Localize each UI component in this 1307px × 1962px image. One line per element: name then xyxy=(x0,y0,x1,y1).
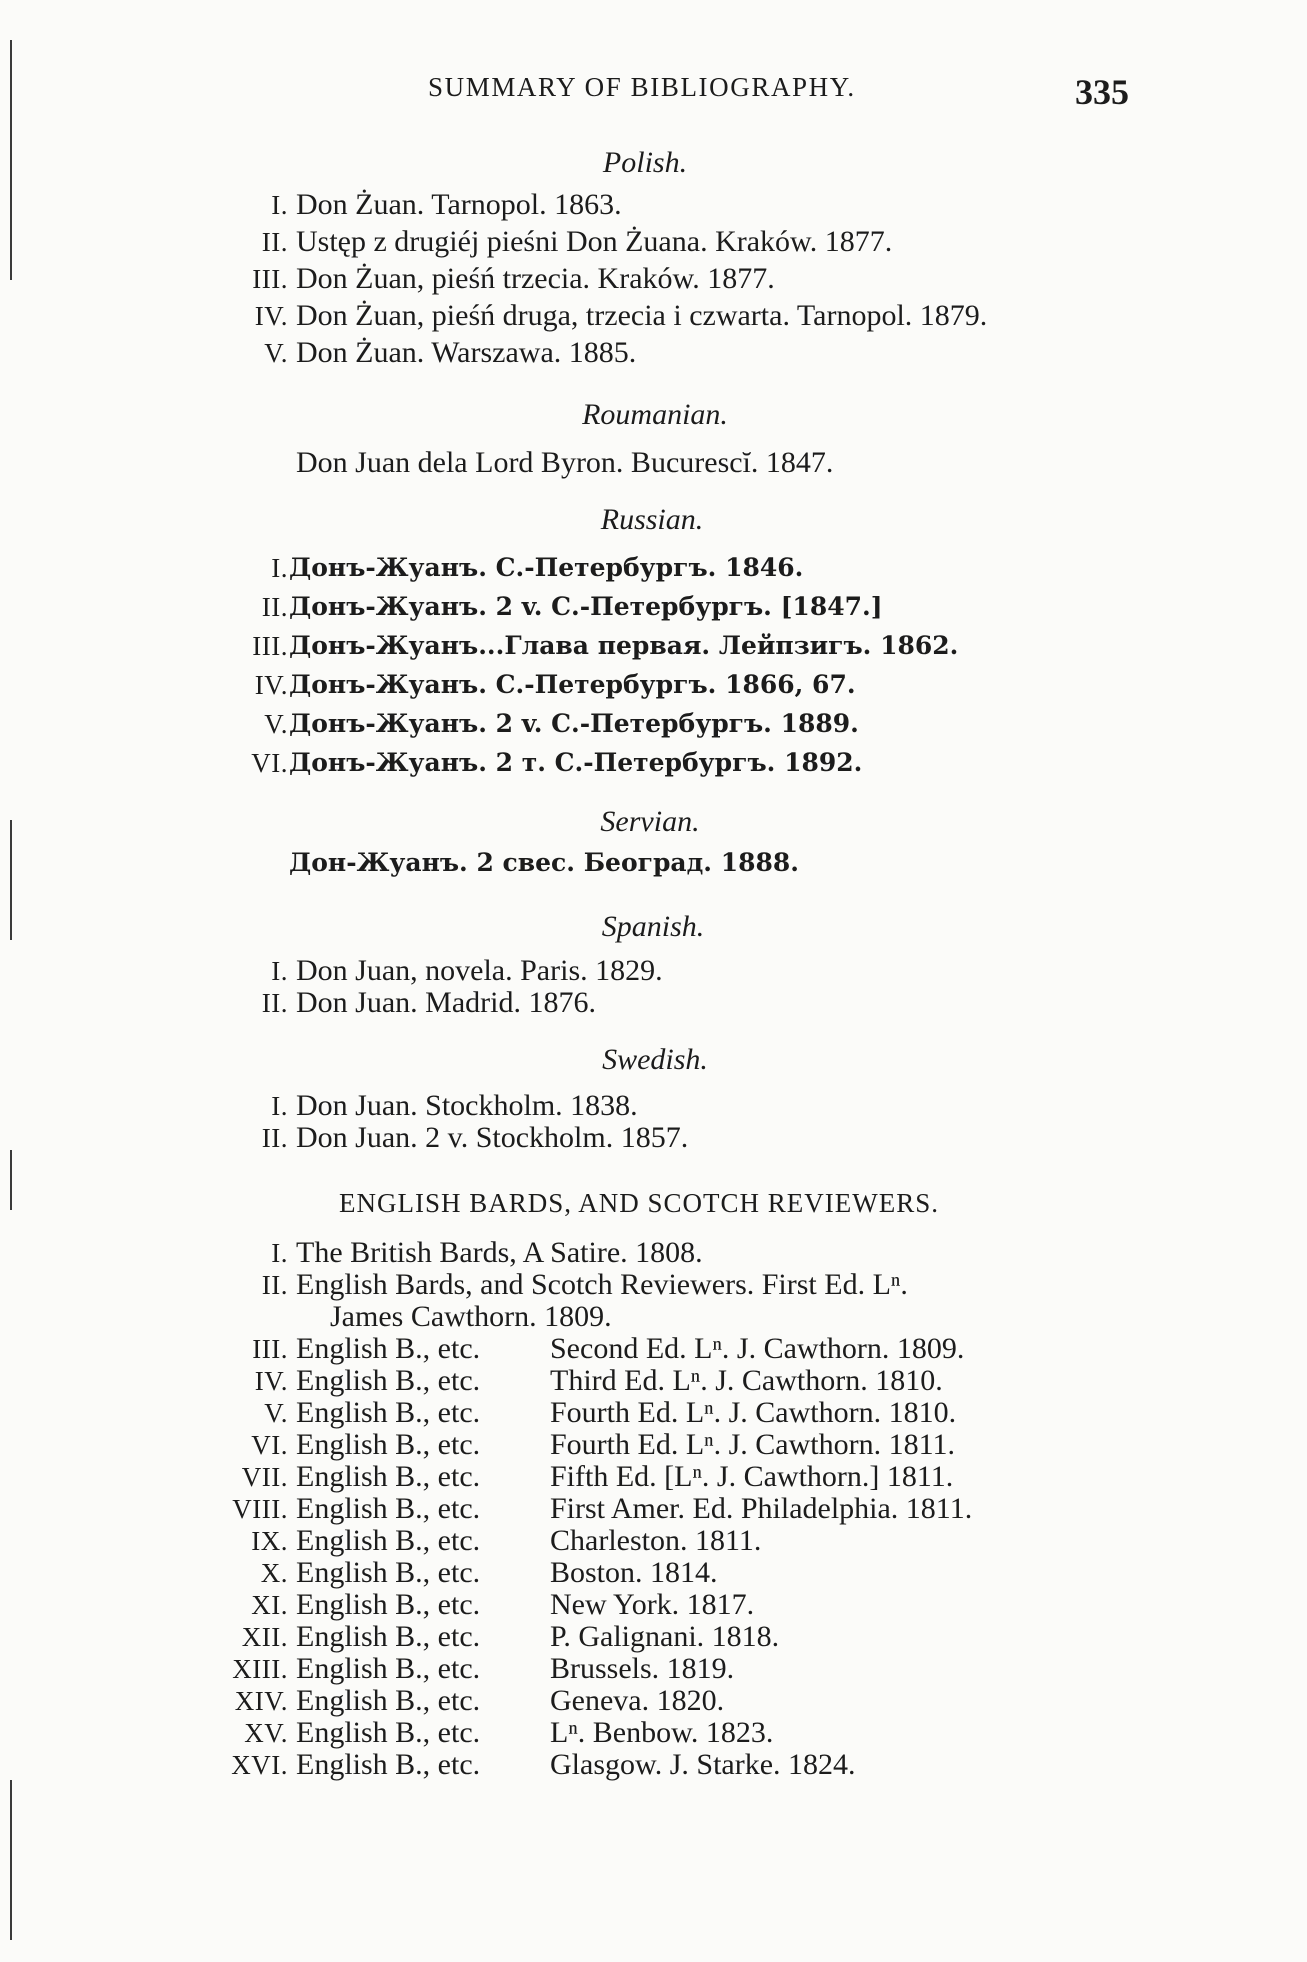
entry-number: III. xyxy=(252,631,288,661)
entry-text: Ustęp z drugiéj pieśni Don Żuana. Kraków. 1877. xyxy=(296,225,893,258)
entry-detail: Brussels. 1819. xyxy=(550,1652,735,1685)
entry-number: VI. xyxy=(251,748,288,778)
entry-detail: Boston. 1814. xyxy=(550,1556,718,1589)
entry-number: X. xyxy=(260,1558,288,1588)
entry-detail: Fourth Ed. Lⁿ. J. Cawthorn. 1811. xyxy=(550,1428,955,1461)
entry-title: English B., etc. xyxy=(296,1684,481,1717)
entry-number: I. xyxy=(271,956,288,986)
entry-text: Дон-Жуанъ. 2 свес. Београд. 1888. xyxy=(289,848,799,877)
entry-number: XV. xyxy=(244,1718,288,1748)
entry-text: Донъ-Жуанъ. С.-Петербургъ. 1866, 67. xyxy=(289,670,856,699)
entry-number: VIII. xyxy=(232,1494,288,1524)
entry-number: V. xyxy=(264,338,288,368)
entry-title: English B., etc. xyxy=(296,1524,481,1557)
entry-title: English B., etc. xyxy=(296,1588,481,1621)
section-heading-roumanian: Roumanian. xyxy=(582,398,728,431)
section-heading-servian: Servian. xyxy=(600,805,700,838)
entry-detail: Charleston. 1811. xyxy=(550,1524,762,1557)
scan-edge-line xyxy=(10,1150,12,1210)
section-heading-english-bards: ENGLISH BARDS, AND SCOTCH REVIEWERS. xyxy=(339,1188,940,1218)
entry-detail: Third Ed. Lⁿ. J. Cawthorn. 1810. xyxy=(550,1364,943,1397)
entry-detail: P. Galignani. 1818. xyxy=(550,1620,780,1653)
entry-detail: Fourth Ed. Lⁿ. J. Cawthorn. 1810. xyxy=(550,1396,957,1429)
entry-number: V. xyxy=(264,709,288,739)
entry-title: English B., etc. xyxy=(296,1396,481,1429)
page-number: 335 xyxy=(1075,72,1129,112)
entry-text: Don Juan dela Lord Byron. Bucurescĭ. 1847. xyxy=(296,446,834,479)
entry-number: II. xyxy=(261,592,288,622)
entry-text: Донъ-Жуанъ. 2 т. С.-Петербургъ. 1892. xyxy=(289,748,863,777)
entry-number: XIII. xyxy=(232,1654,288,1684)
entry-detail: Lⁿ. Benbow. 1823. xyxy=(550,1716,774,1749)
entry-title: English B., etc. xyxy=(296,1364,481,1397)
entry-title: English B., etc. xyxy=(296,1460,481,1493)
entry-text: Don Żuan. Warszawa. 1885. xyxy=(296,336,637,369)
section-heading-polish: Polish. xyxy=(602,146,688,179)
entry-detail: Fifth Ed. [Lⁿ. J. Cawthorn.] 1811. xyxy=(550,1460,954,1493)
entry-title: English B., etc. xyxy=(296,1556,481,1589)
entry-text: The British Bards, A Satire. 1808. xyxy=(296,1236,703,1269)
section-heading-russian: Russian. xyxy=(600,503,704,536)
entry-number: I. xyxy=(271,190,288,220)
entry-number: XI. xyxy=(251,1590,288,1620)
entry-title: English B., etc. xyxy=(296,1332,481,1365)
entry-number: I. xyxy=(271,1238,288,1268)
entry-detail: First Amer. Ed. Philadelphia. 1811. xyxy=(550,1492,973,1525)
entry-title: English B., etc. xyxy=(296,1620,481,1653)
entry-number: IV. xyxy=(254,1366,288,1396)
entry-number: II. xyxy=(261,1123,288,1153)
entry-title: English B., etc. xyxy=(296,1748,481,1781)
entry-number: V. xyxy=(264,1398,288,1428)
entry-text: Донъ-Жуанъ...Глава первая. Лейпзигъ. 1862. xyxy=(289,631,959,660)
entry-text: Don Żuan. Tarnopol. 1863. xyxy=(296,188,622,221)
entry-text: Донъ-Жуанъ. С.-Петербургъ. 1846. xyxy=(289,553,804,582)
entry-detail: Glasgow. J. Starke. 1824. xyxy=(550,1748,856,1781)
entry-number: IV. xyxy=(254,301,288,331)
entry-number: I. xyxy=(271,1091,288,1121)
entry-detail: Second Ed. Lⁿ. J. Cawthorn. 1809. xyxy=(550,1332,965,1365)
entry-text: Don Juan. Madrid. 1876. xyxy=(296,986,596,1019)
entry-title: English B., etc. xyxy=(296,1428,481,1461)
entry-text: Don Żuan, pieśń druga, trzecia i czwarta. Tarnopol. 1879. xyxy=(296,299,988,332)
entry-detail: New York. 1817. xyxy=(550,1588,755,1621)
entry-text: Don Juan, novela. Paris. 1829. xyxy=(296,954,663,987)
entry-text: Don Juan. Stockholm. 1838. xyxy=(296,1089,638,1122)
entry-number: XVI. xyxy=(231,1750,288,1780)
entry-number: II. xyxy=(261,227,288,257)
entry-title: English B., etc. xyxy=(296,1652,481,1685)
scan-edge-line xyxy=(10,40,12,280)
scan-edge-line xyxy=(10,1780,12,1940)
entry-number: XII. xyxy=(241,1622,288,1652)
entry-number: III. xyxy=(252,264,288,294)
entry-title: English B., etc. xyxy=(296,1716,481,1749)
entry-number: VI. xyxy=(251,1430,288,1460)
entry-number: II. xyxy=(261,988,288,1018)
entry-number: IV. xyxy=(254,670,288,700)
entry-number: IX. xyxy=(251,1526,288,1556)
entry-text: Don Juan. 2 v. Stockholm. 1857. xyxy=(296,1121,689,1154)
entry-number: I. xyxy=(271,553,288,583)
entry-detail: Geneva. 1820. xyxy=(550,1684,725,1717)
section-heading-spanish: Spanish. xyxy=(601,910,705,943)
entry-text: Донъ-Жуанъ. 2 v. С.-Петербургъ. 1889. xyxy=(289,709,859,738)
running-header: SUMMARY OF BIBLIOGRAPHY. xyxy=(428,72,856,102)
entry-number: VII. xyxy=(241,1462,288,1492)
entry-text: English Bards, and Scotch Reviewers. First Ed. Lⁿ. xyxy=(296,1268,908,1301)
entry-number: XIV. xyxy=(234,1686,288,1716)
section-heading-swedish: Swedish. xyxy=(602,1043,708,1076)
entry-title: English B., etc. xyxy=(296,1492,481,1525)
scan-edge-line xyxy=(10,820,12,940)
entry-text: Донъ-Жуанъ. 2 v. С.-Петербургъ. [1847.] xyxy=(289,592,883,621)
entry-number: II. xyxy=(261,1270,288,1300)
entry-text-continuation: James Cawthorn. 1809. xyxy=(330,1300,612,1333)
entry-text: Don Żuan, pieśń trzecia. Kraków. 1877. xyxy=(296,262,775,295)
entry-number: III. xyxy=(252,1334,288,1364)
